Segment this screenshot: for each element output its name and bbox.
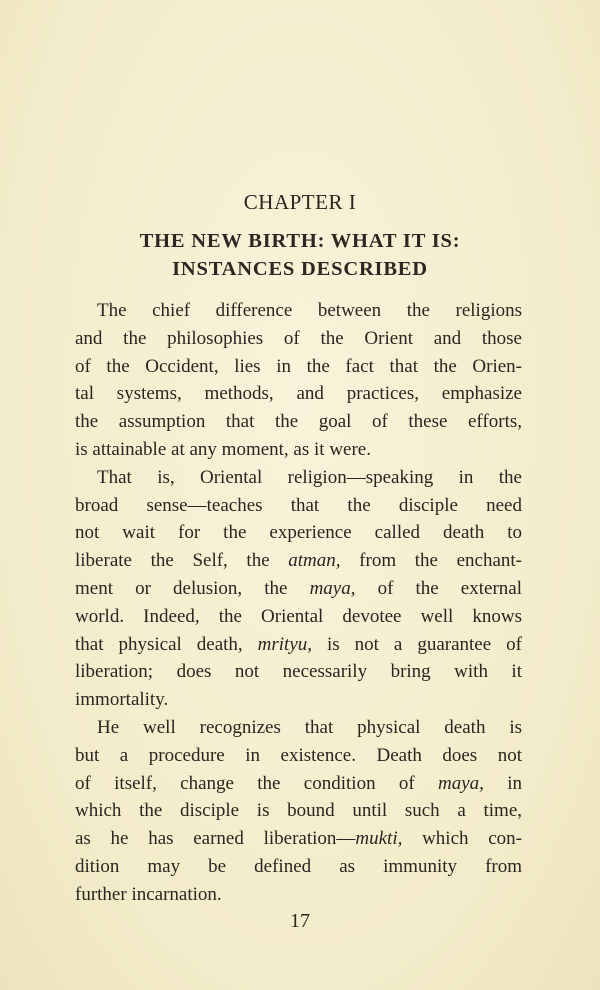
- text-segment: of the external: [355, 577, 522, 599]
- italic-term: maya,: [309, 577, 356, 599]
- text-segment: is attainable at any moment, as it were.: [75, 438, 371, 460]
- text-segment: is not a guarantee of: [312, 633, 522, 655]
- page-number: 17: [290, 910, 310, 932]
- text-segment: which the disciple is bound until such a time,: [75, 800, 522, 822]
- text-line: [75, 825, 522, 853]
- chapter-heading: CHAPTER I: [243, 190, 357, 214]
- text-line: [75, 492, 522, 520]
- text-segment: immortality.: [75, 689, 169, 711]
- text-segment: which con-: [402, 828, 522, 850]
- text-line: [75, 603, 522, 631]
- text-line: [75, 353, 522, 381]
- text-line: [75, 658, 522, 686]
- italic-term: maya,: [438, 772, 484, 794]
- text-line: [75, 853, 522, 881]
- text-segment: That is, Oriental religion—speaking in the: [97, 466, 522, 488]
- text-segment: of itself, change the condition of: [75, 772, 438, 794]
- text-line: [75, 631, 522, 659]
- chapter-title-line-1: THE NEW BIRTH: WHAT IT IS:: [139, 230, 461, 252]
- text-line: [75, 408, 522, 436]
- text-line: [75, 575, 522, 603]
- text-segment: as he has earned liberation—: [75, 828, 356, 850]
- text-line: [75, 742, 522, 770]
- text-segment: world. Indeed, the Oriental devotee well knows: [75, 605, 522, 627]
- text-segment: tal systems, methods, and practices, emphasize: [75, 383, 522, 405]
- text-segment: further incarnation.: [75, 883, 222, 905]
- text-line: [75, 686, 522, 714]
- text-segment: of the Occident, lies in the fact that the Orien-: [75, 355, 522, 377]
- text-segment: in: [483, 772, 522, 794]
- text-segment: broad sense—teaches that the disciple need: [75, 494, 522, 516]
- text-line: [75, 714, 522, 742]
- text-line: [75, 519, 522, 547]
- text-segment: He well recognizes that physical death is: [97, 716, 522, 738]
- text-line: [75, 797, 522, 825]
- text-line: [75, 770, 522, 798]
- text-segment: not wait for the experience called death to: [75, 522, 522, 544]
- text-segment: ment or delusion, the: [75, 577, 310, 599]
- text-line: [75, 325, 522, 353]
- text-segment: but a procedure in existence. Death does not: [75, 744, 522, 766]
- text-line: [75, 380, 522, 408]
- text-segment: from the enchant-: [340, 550, 522, 572]
- text-line: [75, 436, 522, 464]
- italic-term: atman,: [288, 550, 341, 572]
- text-segment: and the philosophies of the Orient and those: [75, 327, 522, 349]
- text-segment: liberation; does not necessarily bring with it: [75, 661, 522, 683]
- text-line: [75, 547, 522, 575]
- text-segment: that physical death,: [75, 633, 258, 655]
- italic-term: mrityu,: [257, 633, 313, 655]
- text-segment: liberate the Self, the: [75, 550, 289, 572]
- text-line: [75, 881, 522, 909]
- body-text: [75, 297, 522, 909]
- chapter-title-line-2: INSTANCES DESCRIBED: [172, 258, 428, 280]
- italic-term: mukti,: [355, 828, 403, 850]
- text-line: [75, 464, 522, 492]
- text-line: [75, 297, 522, 325]
- text-segment: dition may be defined as immunity from: [75, 855, 522, 877]
- text-segment: the assumption that the goal of these efforts,: [75, 411, 522, 433]
- text-segment: The chief difference between the religions: [97, 300, 522, 321]
